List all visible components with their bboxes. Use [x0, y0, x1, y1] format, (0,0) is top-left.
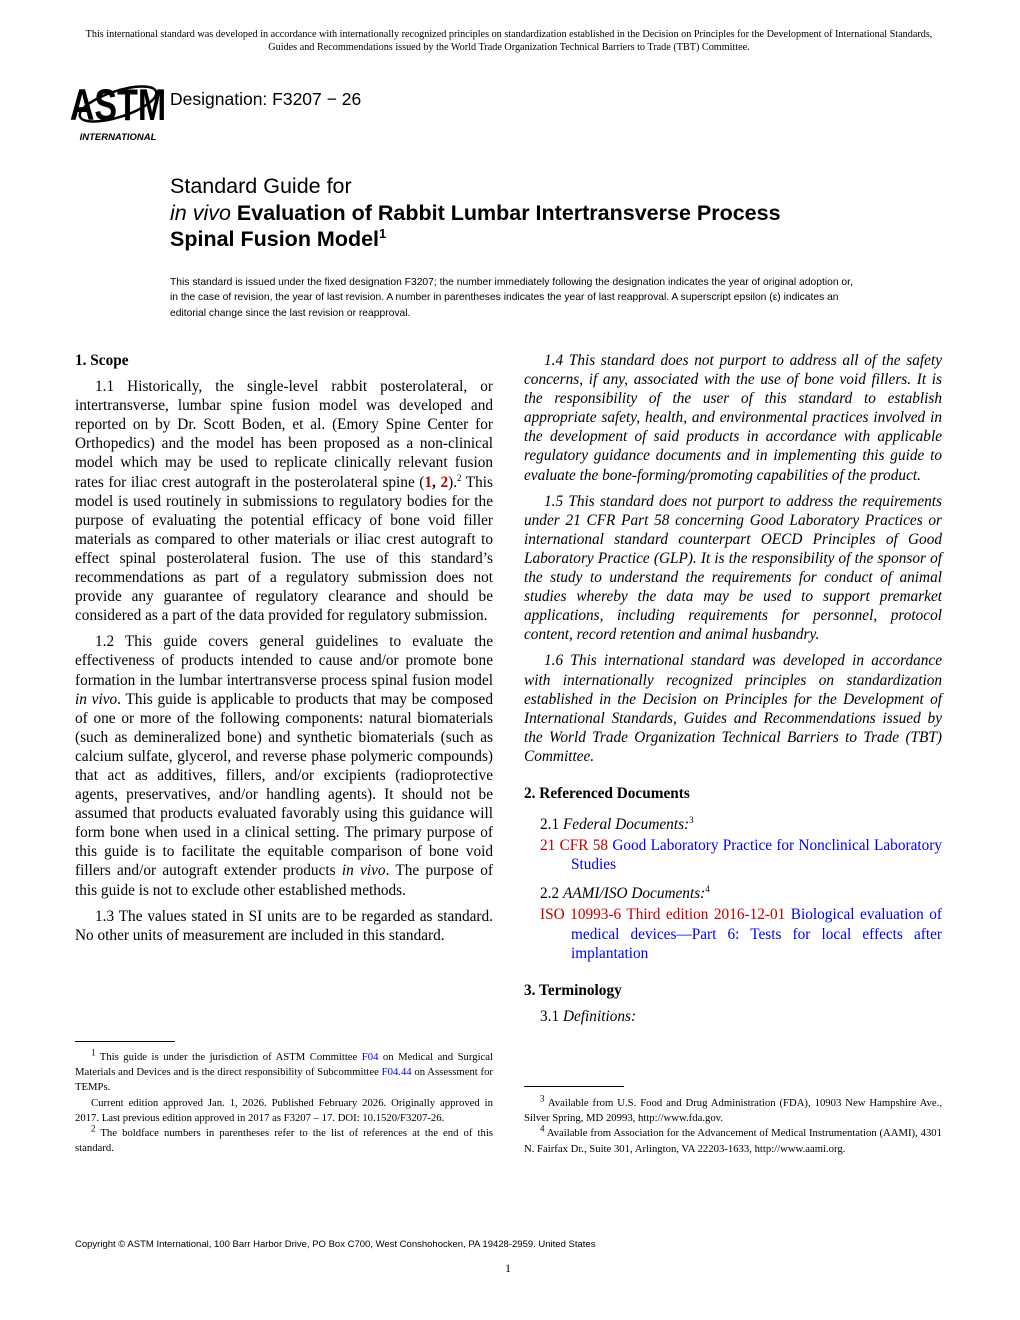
- reference-21-cfr-58[interactable]: 21 CFR 58 Good Laboratory Practice for Nonclinical Laboratory Studies: [540, 837, 942, 874]
- title-line-1: Standard Guide for: [170, 174, 352, 198]
- para-1-6: 1.6 This international standard was developed in accordance with internationally recognized principles on standardization established in the Decision on Principles for the Development of International Standards, Guides and Recommendations issued by the World Trade Organization Technical Barriers to Trade (TBT) Committee.: [524, 652, 942, 765]
- title-line-3: Spinal Fusion Model: [170, 227, 380, 251]
- section-1-heading: 1. Scope: [75, 352, 129, 369]
- footnote-1-edition: Current edition approved Jan. 1, 2026. Published February 2026. Originally approved in 2017. Last previous edition approved in 2017 as F3207 – 17. DOI: 10.1520/F3207-26.: [75, 1096, 493, 1124]
- para-1-4: 1.4 This standard does not purport to address all of the safety concerns, if any, associated with the use of bone void fillers. It is the responsibility of the user of this standard to establish appropriate safety, health, and environmental practices involved in the development of said products in accordance with applicable regulatory guidance documents and in implementing this guide to evaluate the bone-forming/promoting capabilities of the product.: [524, 352, 942, 484]
- section-3-heading: 3. Terminology: [524, 981, 622, 999]
- svg-text:INTERNATIONAL: INTERNATIONAL: [79, 132, 157, 143]
- astm-logo: [69, 68, 167, 144]
- para-1-1: 1.1 Historically, the single-level rabbit posterolateral, or intertransverse, lumbar spine fusion model was developed and reported on by Dr. Scott Boden, et al. (Emory Spine Center for Orthopedics) and the model has been proposed as a non-clinical model which may be used to replicate clinically relevant fusion rates for iliac crest autograft in the posterolateral spine (1, 2).$^2$ This model is used routinely in submissions to regulatory bodies for the purpose of evaluating the potential efficacy of bone void filler materials as compared to other materials or iliac crest autograft to effect spinal posterolateral fusion. The use of this standard’s recommendations as part of a regulatory submission does not provide any guarantee of regulatory clearance and should be considered as a part of the data provided for regulatory submission.: [75, 378, 493, 625]
- subsection-3-1: 3.1 Definitions:: [540, 1007, 637, 1025]
- right-column: [524, 351, 942, 1028]
- standards-notice: This international standard was developed in accordance with internationally recognized principles on standardization established in the Decision on Principles for the Development of International Standards, Guides and Recommendations issued by the World Trade Organization Technical Barriers to Trade (TBT) Committee.: [85, 29, 933, 53]
- footnotes-right: [524, 1093, 942, 1157]
- svg-text:ASTM: ASTM: [69, 80, 167, 131]
- subcommittee-link[interactable]: F04.44: [381, 1066, 412, 1079]
- subsection-2-2: 2.2 AAMI/ISO Documents:$^4$: [540, 884, 710, 903]
- footnote-divider: [75, 1041, 175, 1042]
- committee-link[interactable]: F04: [361, 1051, 379, 1063]
- footnote-1: $^1$ This guide is under the jurisdiction of ASTM Committee F04 on Medical and Surgical Materials and Devices and is the direct responsibility of Subcommittee F04.44 on Assessment for TEMPs.: [75, 1047, 493, 1094]
- footnote-ref-3[interactable]: 3: [689, 814, 694, 825]
- title-footnote-ref[interactable]: 1: [379, 225, 387, 241]
- ref-link-1[interactable]: 1: [424, 473, 433, 491]
- footnote-divider-right: [524, 1086, 624, 1087]
- page-number: 1: [505, 1261, 511, 1275]
- title-line-2: Evaluation of Rabbit Lumbar Intertransverse Process: [230, 200, 781, 225]
- para-1-3: 1.3 The values stated in SI units are to be regarded as standard. No other units of measurement are included in this standard.: [75, 907, 493, 944]
- section-2-heading: 2. Referenced Documents: [524, 784, 690, 802]
- footnote-2: $^2$ The boldface numbers in parentheses refer to the list of references at the end of this standard.: [75, 1123, 493, 1155]
- left-column: [75, 351, 493, 952]
- footnotes-left: [75, 1047, 493, 1156]
- footnote-3: $^3$ Available from U.S. Food and Drug Administration (FDA), 10903 New Hampshire Ave., Silver Spring, MD 20993, http://www.fda.gov.: [524, 1093, 942, 1125]
- subsection-2-1: 2.1 Federal Documents:$^3$: [540, 814, 694, 834]
- footnote-4: $^4$ Available from Association for the Advancement of Medical Instrumentation (AAMI), 4301 N. Fairfax Dr., Suite 301, Arlington, VA 22203-1633, http://www.aami.org.: [524, 1123, 942, 1155]
- copyright: Copyright © ASTM International, 100 Barr Harbor Drive, PO Box C700, West Conshohocken, PA 19428-2959. United States: [75, 1239, 596, 1250]
- para-1-2: 1.2 This guide covers general guidelines to evaluate the effectiveness of products intended to cause and/or promote bone formation in the lumbar intertransverse process spinal fusion model in vivo. This guide is applicable to products that may be composed of one or more of the following components: natural biomaterials (such as demineralized bone) and synthetic biomaterials (such as calcium sulfate, glycerol, and reverse phase polymeric compounds) that act as additives, fillers, and/or excipients (radioprotective agents, preservatives, and/or handling agents). It should not be assumed that products evaluated favorably using this guidance will form bone when used in a clinical setting. The primary purpose of this guide is to facilitate the equitable comparison of bone void fillers and/or autograft extender products in vivo. The purpose of this guide is not to exclude other established methods.: [75, 633, 493, 899]
- designation: Designation: F3207 − 26: [170, 89, 362, 109]
- ref-link-2[interactable]: 2: [440, 473, 449, 491]
- issuance-note: This standard is issued under the fixed designation F3207; the number immediately following the designation indicates the year of original adoption or, in the case of revision, the year of last revision. A number in parentheses indicates the year of last reapproval. A superscript epsilon (ε) indicates an editorial change since the last revision or reapproval.: [170, 277, 853, 319]
- footnote-ref-4[interactable]: 4: [705, 884, 710, 895]
- footnote-ref-2[interactable]: 2: [457, 472, 462, 483]
- title-italic: in vivo: [170, 200, 231, 225]
- reference-iso-10993-6[interactable]: ISO 10993-6 Third edition 2016-12-01 Biological evaluation of medical devices—Part 6: Tests for local effects after implantation: [540, 906, 943, 962]
- document-title: [170, 173, 781, 253]
- para-1-5: 1.5 This standard does not purport to address the requirements under 21 CFR Part 58 concerning Good Laboratory Practices or international standard counterpart OECD Principles of Good Laboratory Practice (GLP). It is the responsibility of the sponsor of the study to understand the requirements for conduct of animal studies whereby the data may be used to support premarket applications, including requirements for personnel, protocol content, record retention and animal husbandry.: [524, 492, 942, 644]
